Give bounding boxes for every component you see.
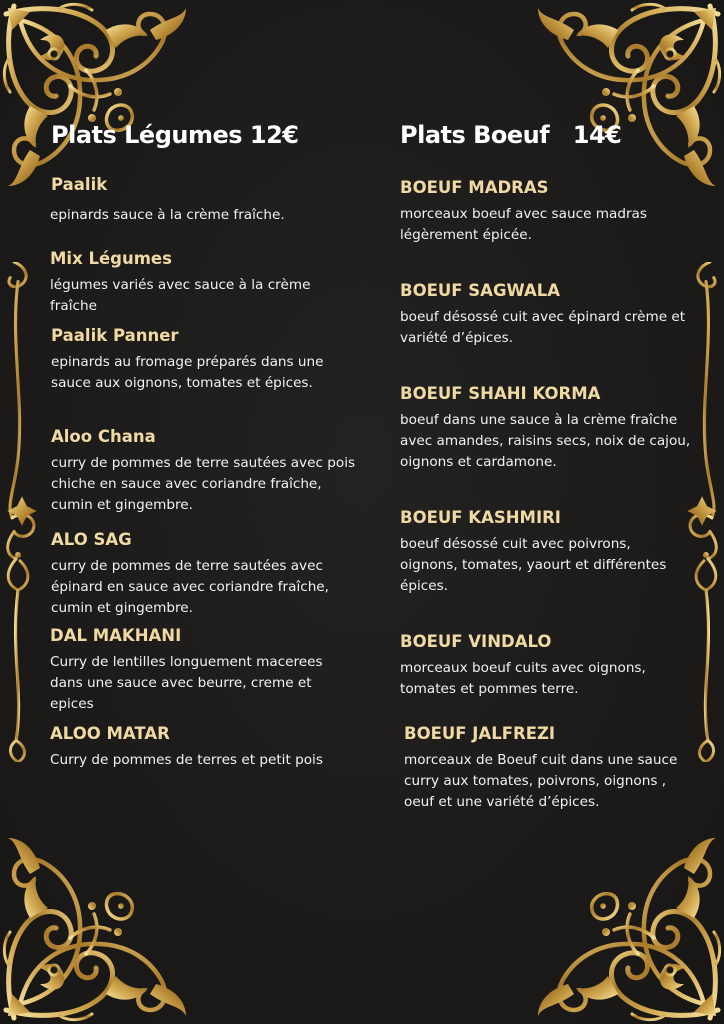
menu-item-description: morceaux boeuf avec sauce madras légèrement épicée.: [400, 206, 647, 243]
menu-item: [400, 384, 692, 473]
menu-item-name: BOEUF SAGWALA: [400, 281, 560, 300]
menu-item-name: DAL MAKHANI: [50, 626, 182, 645]
menu-item: [400, 508, 690, 597]
menu-item-description: Curry de lentilles longuement macerees dans une sauce avec beurre, creme et epices: [50, 654, 323, 712]
menu-item-description: morceaux boeuf cuits avec oignons, tomates et pommes terre.: [400, 660, 646, 697]
menu-item-name: BOEUF KASHMIRI: [400, 508, 561, 527]
menu-item-description: boeuf désossé cuit avec poivrons, oignons, tomates, yaourt et différentes épices.: [400, 536, 667, 594]
menu-item-name: Paalik: [51, 175, 108, 194]
left-column-title: Plats Légumes 12€: [51, 121, 299, 149]
menu-item-name: ALOO MATAR: [50, 724, 170, 743]
gold-baroque-scroll-icon: [534, 0, 724, 190]
gold-baroque-scroll-icon: [0, 0, 190, 190]
menu-item-description: morceaux de Boeuf cuit dans une sauce curry aux tomates, poivrons, oignons , oeuf et une variété d’épices.: [404, 752, 678, 810]
menu-item-description: curry de pommes de terre sautées avec pois chiche en sauce avec coriandre fraîche, cumin et gingembre.: [51, 455, 356, 513]
menu-item-name: Mix Légumes: [50, 249, 172, 268]
right-column-title: Plats Boeuf 14€: [400, 121, 622, 149]
menu-item: [51, 326, 356, 394]
menu-item-description: Curry de pommes de terres et petit pois: [50, 752, 323, 768]
gold-baroque-scroll-icon: [534, 834, 724, 1024]
menu-item-name: BOEUF VINDALO: [400, 632, 552, 651]
gold-baroque-scroll-icon: [0, 834, 190, 1024]
menu-item: [50, 626, 355, 715]
menu-item-description: boeuf désossé cuit avec épinard crème et variété d’épices.: [400, 309, 686, 346]
menu-item-name: BOEUF SHAHI KORMA: [400, 384, 601, 403]
menu-item: [51, 427, 356, 516]
menu-item-name: Aloo Chana: [51, 427, 156, 446]
gold-vertical-scroll-icon: [684, 262, 724, 762]
menu-item-description: boeuf dans une sauce à la crème fraîche avec amandes, raisins secs, noix de cajou, oignons et cardamone.: [400, 412, 691, 470]
menu-item: [400, 281, 690, 349]
menu-item: [51, 530, 363, 619]
menu-item: [50, 249, 350, 317]
menu-item: [51, 175, 351, 226]
menu-item: [50, 724, 360, 771]
menu-item-description: curry de pommes de terre sautées avec épinard en sauce avec coriandre fraîche, cumin et gingembre.: [51, 558, 329, 616]
menu-item-description: epinards au fromage préparés dans une sauce aux oignons, tomates et épices.: [51, 354, 324, 391]
menu-item-name: Paalik Panner: [51, 326, 179, 345]
menu-item-name: BOEUF JALFREZI: [404, 724, 556, 743]
menu-item-description: légumes variés avec sauce à la crème fraîche: [50, 277, 311, 314]
menu-item: [400, 632, 690, 700]
menu-item: [404, 724, 700, 813]
menu-item-name: BOEUF MADRAS: [400, 178, 549, 197]
menu-item: [400, 178, 690, 246]
menu-item-name: ALO SAG: [51, 530, 132, 549]
gold-vertical-scroll-icon: [0, 262, 40, 762]
menu-item-description: epinards sauce à la crème fraîche.: [50, 207, 285, 223]
